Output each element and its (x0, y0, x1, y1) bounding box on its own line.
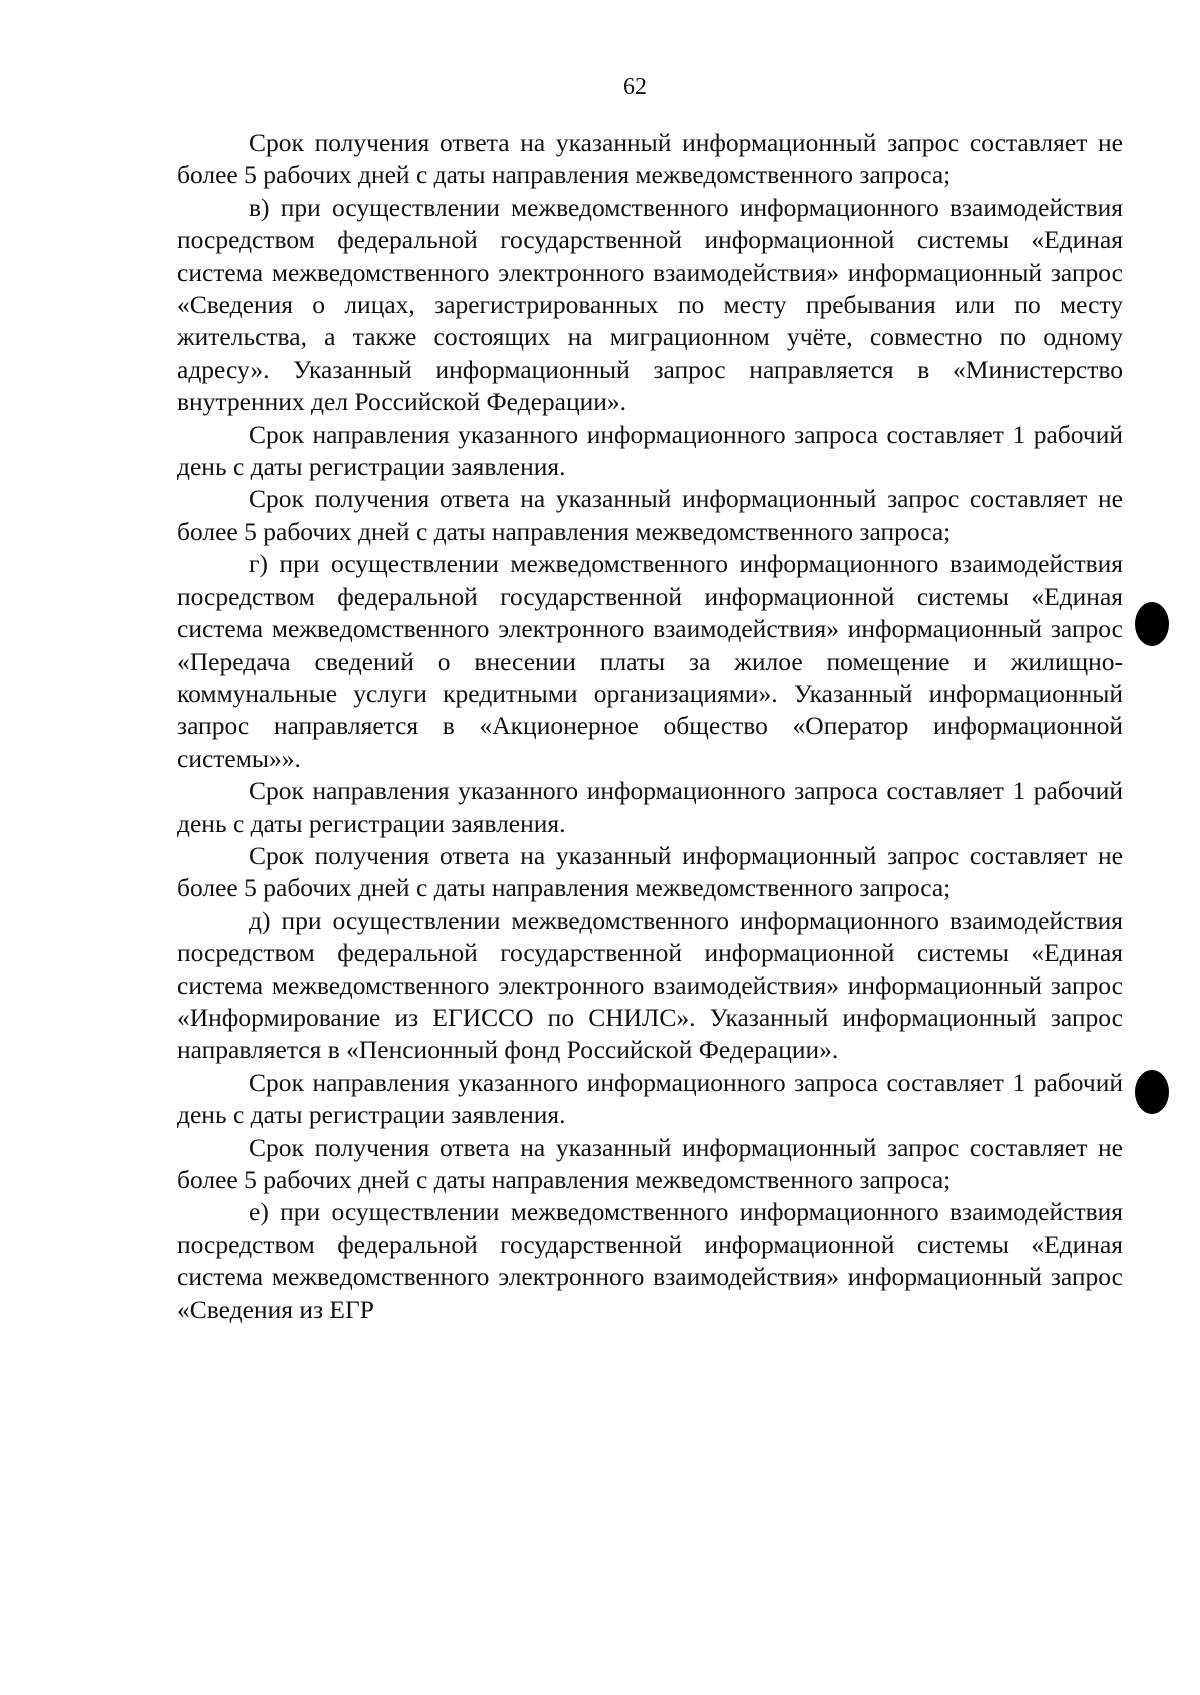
punch-hole-mark (1135, 1070, 1169, 1114)
page-number: 62 (623, 74, 647, 100)
paragraph-send-term-1: Срок направления указанного информационного запроса составляет 1 рабочий день с даты регистрации заявления. (177, 419, 1123, 482)
punch-hole-mark (1135, 602, 1169, 646)
document-body (177, 127, 1123, 1326)
paragraph-item-d: д) при осуществлении межведомственного информационного взаимодействия посредством федеральной государственной информационной системы «Единая система межведомственного электронного взаимодействия» информационный запрос «Информирование из ЕГИССО по СНИЛС». Указанный информационный запрос направляется в «Пенсионный фонд Российской Федерации». (177, 905, 1123, 1065)
paragraph-item-e: е) при осуществлении межведомственного информационного взаимодействия посредством федеральной государственной информационной системы «Единая система межведомственного электронного взаимодействия» информационный запрос «Сведения из ЕГР (177, 1197, 1123, 1324)
paragraph-response-term-4: Срок получения ответа на указанный информационный запрос составляет не более 5 рабочих дней с даты направления межведомственного запроса; (177, 1132, 1123, 1194)
paragraph-item-v: в) при осуществлении межведомственного информационного взаимодействия посредством федеральной государственной информационной системы «Единая система межведомственного электронного взаимодействия» информационный запрос «Сведения о лицах, зарегистрированных по месту пребывания или по месту жительства, а также состоящих на миграционном учёте, совместно по одному адресу». Указанный информационный запрос направляется в «Министерство внутренних дел Российской Федерации». (177, 192, 1123, 417)
paragraph-send-term-3: Срок направления указанного информационного запроса составляет 1 рабочий день с даты регистрации заявления. (177, 1067, 1123, 1130)
paragraph-item-g: г) при осуществлении межведомственного информационного взаимодействия посредством федеральной государственной информационной системы «Единая система межведомственного электронного взаимодействия» информационный запрос «Передача сведений о внесении платы за жилое помещение и жилищно-коммунальные услуги кредитными организациями». Указанный информационный запрос направляется в «Акционерное общество «Оператор информационной системы»». (177, 549, 1123, 773)
paragraph-send-term-2: Срок направления указанного информационного запроса составляет 1 рабочий день с даты регистрации заявления. (177, 776, 1123, 838)
paragraph-response-term-1: Срок получения ответа на указанный информационный запрос составляет не более 5 рабочих дней с даты направления межведомственного запроса; (177, 128, 1123, 190)
paragraph-response-term-3: Срок получения ответа на указанный информационный запрос составляет не более 5 рабочих дней с даты направления межведомственного запроса; (177, 840, 1123, 903)
paragraph-response-term-2: Срок получения ответа на указанный информационный запрос составляет не более 5 рабочих дней с даты направления межведомственного запроса; (177, 484, 1123, 546)
